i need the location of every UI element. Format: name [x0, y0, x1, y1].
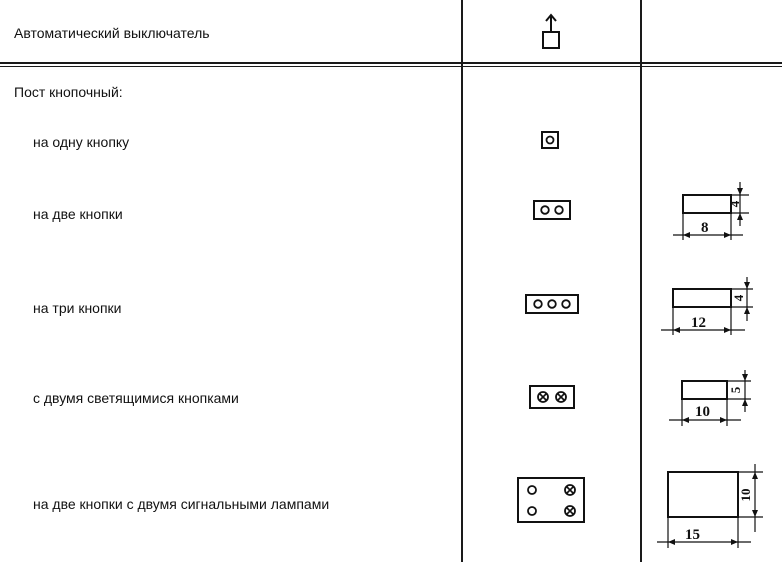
two-button-two-lamp-symbol-icon	[516, 476, 586, 524]
three-button-symbol-icon	[524, 293, 580, 315]
two-lit-button-symbol-icon	[528, 384, 576, 410]
dimension-drawing-three-buttons	[655, 275, 755, 337]
dim-width-three-buttons: 12	[691, 315, 706, 331]
dim-width-two-buttons: 8	[701, 220, 709, 236]
dim-width-lit-buttons: 10	[695, 404, 710, 420]
dim-width-buttons-with-lamps: 15	[685, 527, 700, 543]
circuit-breaker-symbol-icon	[538, 12, 564, 50]
one-button-symbol-icon	[540, 130, 560, 150]
dim-height-three-buttons: 4	[730, 294, 746, 302]
column-divider-1	[461, 0, 463, 562]
dim-height-lit-buttons: 5	[727, 386, 743, 394]
two-button-symbol-icon	[532, 199, 572, 221]
row-divider-1b	[0, 66, 782, 67]
column-divider-2	[640, 0, 642, 562]
dimension-drawing-lit-buttons	[665, 368, 755, 430]
dimension-drawing-two-buttons	[670, 180, 750, 242]
section-title: Пост кнопочный:	[14, 84, 123, 100]
row-label-buttons-with-lamps: на две кнопки с двумя сигнальными лампами	[33, 496, 330, 512]
dimension-drawing-buttons-with-lamps	[655, 462, 765, 550]
row-label-one-button: на одну кнопку	[33, 134, 130, 150]
dim-height-buttons-with-lamps: 10	[737, 488, 753, 502]
row-label-three-buttons: на три кнопки	[33, 300, 122, 316]
row-label-lit-buttons: с двумя светящимися кнопками	[33, 390, 239, 406]
row-label-two-buttons: на две кнопки	[33, 206, 123, 222]
dim-height-two-buttons: 4	[726, 200, 742, 208]
header-row-label: Автоматический выключатель	[14, 25, 210, 41]
row-divider-1	[0, 62, 782, 64]
